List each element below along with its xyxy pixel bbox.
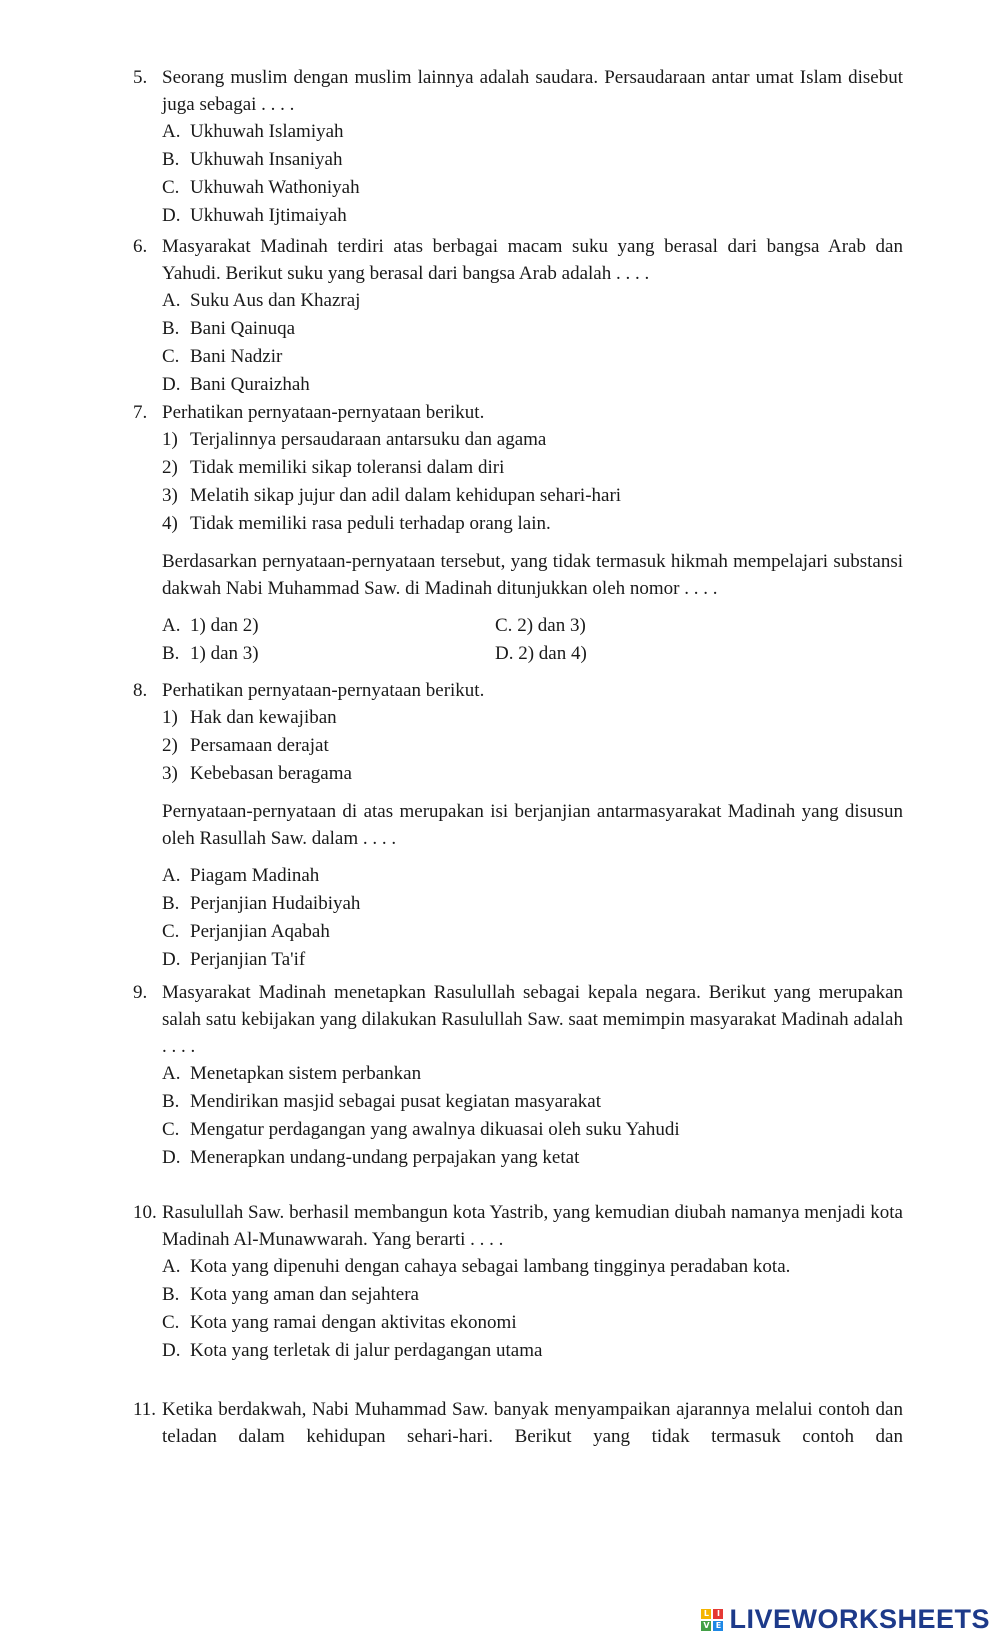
- option-c[interactable]: C. Perjanjian Aqabah: [162, 921, 330, 942]
- question-9: [133, 979, 903, 1172]
- option-d[interactable]: D. 2) dan 4): [495, 643, 587, 664]
- option-d[interactable]: D. Kota yang terletak di jalur perdagangan utama: [162, 1340, 543, 1361]
- option-d[interactable]: D. Menerapkan undang-undang perpajakan yang ketat: [162, 1147, 580, 1168]
- question-stem: Masyarakat Madinah terdiri atas berbagai macam suku yang berasal dari bangsa Arab dan Yahudi. Berikut suku yang berasal dari bangsa Arab adalah . . . .: [162, 236, 903, 284]
- question-7: [133, 399, 903, 668]
- option-b[interactable]: B. Bani Qainuqa: [162, 318, 296, 339]
- statement-4: 4) Tidak memiliki rasa peduli terhadap orang lain.: [162, 513, 551, 534]
- question-prompt: Berdasarkan pernyataan-pernyataan tersebut, yang tidak termasuk hikmah mempelajari substansi dakwah Nabi Muhammad Saw. di Madinah ditunjukkan oleh nomor . . . .: [162, 551, 903, 599]
- option-d[interactable]: D. Bani Quraizhah: [162, 374, 310, 395]
- option-b[interactable]: B. Perjanjian Hudaibiyah: [162, 893, 361, 914]
- liveworksheets-logo: [701, 1606, 990, 1633]
- question-number: 10.: [133, 1202, 157, 1223]
- logo-letter-i: I: [713, 1609, 723, 1619]
- statement-3: 3) Kebebasan beragama: [162, 763, 352, 784]
- option-d[interactable]: D. Ukhuwah Ijtimaiyah: [162, 205, 347, 226]
- option-a[interactable]: A. Suku Aus dan Khazraj: [162, 290, 361, 311]
- logo-letter-e: E: [713, 1621, 723, 1631]
- logo-tiles-icon: [701, 1609, 723, 1631]
- option-c[interactable]: C. Ukhuwah Wathoniyah: [162, 177, 360, 198]
- question-number: 7.: [133, 402, 148, 423]
- option-b[interactable]: B. 1) dan 3): [162, 643, 259, 664]
- question-prompt: Pernyataan-pernyataan di atas merupakan isi berjanjian antarmasyarakat Madinah yang disusun oleh Rasullah Saw. dalam . . . .: [162, 801, 903, 849]
- option-c[interactable]: C. Bani Nadzir: [162, 346, 283, 367]
- question-number: 6.: [133, 236, 148, 257]
- logo-letter-v: V: [703, 1620, 710, 1630]
- option-a[interactable]: A. Ukhuwah Islamiyah: [162, 121, 344, 142]
- question-stem: Masyarakat Madinah menetapkan Rasulullah sebagai kepala negara. Berikut yang merupakan salah satu kebijakan yang dilakukan Rasulullah Saw. saat memimpin masyarakat Madinah adalah . . . .: [162, 982, 903, 1057]
- question-stem: Seorang muslim dengan muslim lainnya adalah saudara. Persaudaraan antar umat Islam disebut juga sebagai . . . .: [162, 67, 903, 115]
- statement-3: 3) Melatih sikap jujur dan adil dalam kehidupan sehari-hari: [162, 485, 622, 506]
- question-6: [133, 233, 903, 399]
- question-stem: Ketika berdakwah, Nabi Muhammad Saw. banyak menyampaikan ajarannya melalui contoh dan teladan dalam kehidupan sehari-hari. Berikut yang tidak termasuk contoh dan: [162, 1399, 903, 1447]
- option-c[interactable]: C. Mengatur perdagangan yang awalnya dikuasai oleh suku Yahudi: [162, 1119, 680, 1140]
- statement-1: 1) Terjalinnya persaudaraan antarsuku dan agama: [162, 429, 547, 450]
- statement-1: 1) Hak dan kewajiban: [162, 707, 337, 728]
- question-stem: Perhatikan pernyataan-pernyataan berikut.: [162, 402, 485, 423]
- option-b[interactable]: B. Ukhuwah Insaniyah: [162, 149, 343, 170]
- question-stem: Rasulullah Saw. berhasil membangun kota Yastrib, yang kemudian diubah namanya menjadi kota Madinah Al-Munawwarah. Yang berarti . . . .: [162, 1202, 903, 1250]
- option-b[interactable]: B. Mendirikan masjid sebagai pusat kegiatan masyarakat: [162, 1091, 602, 1112]
- option-a[interactable]: A. Kota yang dipenuhi dengan cahaya sebagai lambang tingginya peradaban kota.: [162, 1256, 791, 1277]
- logo-text: LIVEWORKSHEETS: [729, 1604, 990, 1634]
- option-c[interactable]: C. Kota yang ramai dengan aktivitas ekonomi: [162, 1312, 517, 1333]
- question-5: [133, 64, 903, 230]
- question-8: [133, 677, 903, 974]
- statement-2: 2) Persamaan derajat: [162, 735, 329, 756]
- question-number: 8.: [133, 680, 148, 701]
- question-11: [133, 1396, 903, 1450]
- statement-2: 2) Tidak memiliki sikap toleransi dalam diri: [162, 457, 505, 478]
- option-a[interactable]: A. 1) dan 2): [162, 615, 259, 636]
- option-a[interactable]: A. Piagam Madinah: [162, 865, 320, 886]
- question-number: 11.: [133, 1399, 157, 1420]
- question-stem: Perhatikan pernyataan-pernyataan berikut.: [162, 680, 485, 701]
- option-d[interactable]: D. Perjanjian Ta'if: [162, 949, 306, 970]
- question-number: 5.: [133, 67, 148, 88]
- question-number: 9.: [133, 982, 148, 1003]
- option-c[interactable]: C. 2) dan 3): [495, 615, 586, 636]
- option-a[interactable]: A. Menetapkan sistem perbankan: [162, 1063, 422, 1084]
- question-10: [133, 1199, 903, 1365]
- option-b[interactable]: B. Kota yang aman dan sejahtera: [162, 1284, 419, 1305]
- logo-letter-l: L: [701, 1609, 711, 1619]
